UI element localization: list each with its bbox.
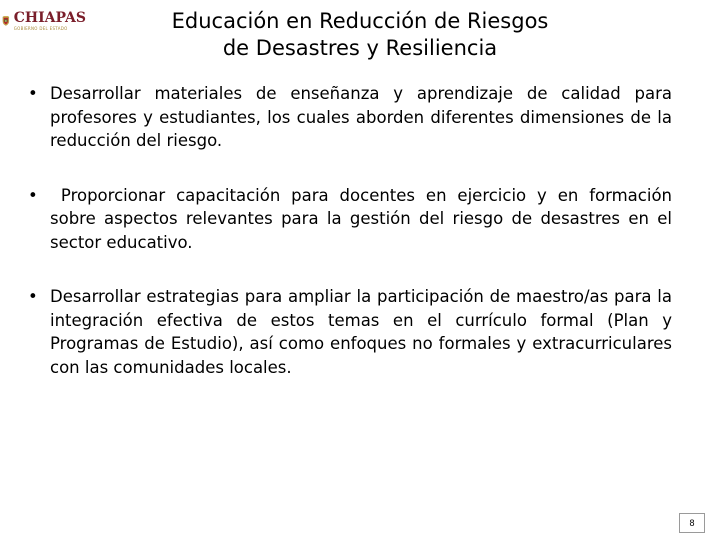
bullet-item-strategies [28, 285, 672, 379]
bullet-marker: • [28, 287, 38, 306]
logo-name: CHIAPAS [13, 10, 86, 26]
coat-of-arms-icon [2, 4, 10, 38]
logo-subtitle: GOBIERNO DEL ESTADO [13, 26, 68, 31]
slide-title [130, 8, 590, 62]
bullet-item-materials [28, 82, 672, 153]
bullet-text: Proporcionar capacitación para docentes en ejercicio y en formación sobre aspectos relevantes para la gestión del riesgo de desastres en el sector educativo. [50, 185, 678, 252]
bullet-text: Desarrollar estrategias para ampliar la participación de maestro/as para la integración efectiva de estos temas en el currículo formal (Plan y Programas de Estudio), así como enfoques no formales y extracurriculares con las comunidades locales. [50, 287, 672, 377]
bullet-marker: • [28, 84, 38, 103]
page-number: 8 [679, 513, 705, 533]
title-line-2: de Desastres y Resiliencia [222, 36, 498, 60]
bullet-marker: • [28, 185, 38, 205]
bullet-item-training [28, 184, 678, 255]
bullet-text: Desarrollar materiales de enseñanza y aprendizaje de calidad para profesores y estudiantes, los cuales aborden diferentes dimensiones de la reducción del riesgo. [50, 84, 672, 150]
bullet-list [28, 82, 678, 379]
chiapas-logo [0, 0, 86, 42]
title-line-1: Educación en Reducción de Riesgos [171, 9, 549, 33]
